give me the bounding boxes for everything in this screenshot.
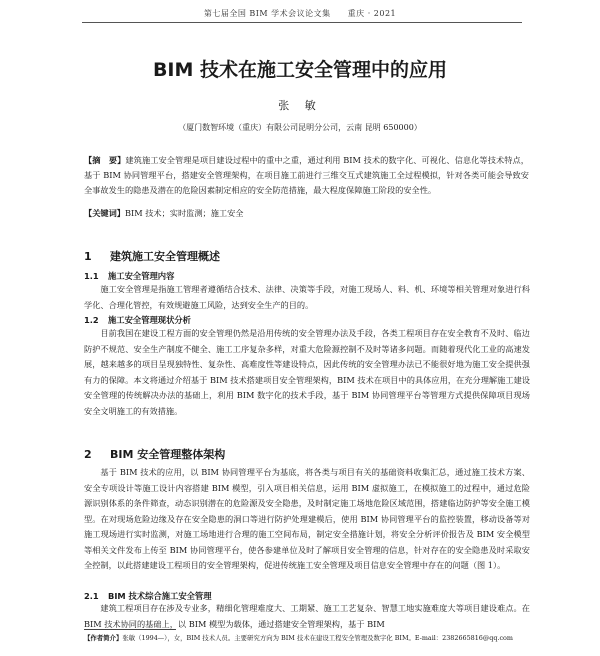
header-rule: [82, 22, 522, 23]
section-number: 2: [84, 448, 92, 461]
subsection-title: 施工安全管理内容: [108, 271, 175, 281]
section-heading: [84, 248, 220, 264]
keywords-label: 【关键词】: [84, 208, 125, 218]
body-paragraph: 目前我国在建设工程方面的安全管理仍然是沿用传统的安全管理办法及手段，各类工程项目存在安全教育不及时、临边防护不规范、安全生产制度不健全、施工工序复杂多样，对重大危险源控制不及时等诸多问题。而随着现代化工业的高速发展，越来越多的项目呈现独特性、复杂性、高难度性等建设特点，因此传统的安全管理办法已不能很好地为施工安全提供强有力的保障。本文将通过介绍基于 BIM 技术搭建项目安全管理架构，BIM 技术在项目中的具体应用，在充分理解施工建设安全管理的传统解决办法的基础上，利用 BIM 数字化的技术手段，基于 BIM 协同管理平台等管理方式提供保障项目现场安全文明施工的有效措施。: [84, 328, 530, 416]
author-footnote: [84, 633, 530, 642]
author-name: 张 敏: [278, 99, 322, 112]
section-title: 建筑施工安全管理概述: [110, 250, 220, 263]
abstract: [84, 153, 529, 198]
keywords-text: BIM 技术；实时监测；施工安全: [124, 208, 244, 218]
running-head: 第七届全国 BIM 学术会议论文集 重庆 · 2021: [203, 9, 397, 18]
abstract-text: 建筑施工安全管理是项目建设过程中的重中之重，通过利用 BIM 技术的数字化、可视化、信息化等技术特点，基于 BIM 协同管理平台，搭建安全管理架构，在项目施工前进行三维交互式建筑施工全过程模拟，针对各类可能会导致安全事故发生的隐患及潜在的危险因素制定相应的安全防范措施，最大程度保障施工阶段的安全性。: [84, 155, 529, 195]
subsection-number: 2.1: [84, 591, 99, 601]
subsection-heading: [84, 314, 191, 326]
section-title: BIM 安全管理整体架构: [110, 448, 226, 461]
footnote-text: 张敏（1994—），女，BIM 技术人员。主要研究方向为 BIM 技术在建设工程安全管理及数字化 BIM。E-mail：2382665816@qq.com: [122, 634, 513, 642]
body-paragraph: 基于 BIM 技术的应用，以 BIM 协同管理平台为基底，将各类与项目有关的基础资料收集汇总，通过施工技术方案、安全专项设计等施工设计内容搭建 BIM 模型，引入项目相关信息，运用 BIM 虚拟施工，在模拟施工的过程中，通过危险源识别体系的条件筛查，动态识别潜在的危险源及安全隐患，及时制定施工场地危险区域范围，搭建临边防护等安全施工模型。在对现场危险边缘及存在安全隐患的洞口等进行防护处理建模后，使用 BIM 协同管理平台的监控装置，移动设备等对施工现场进行实时监测，对施工场地进行合理的施工空间布局，制定安全措施计划，将安全分析评价报告及 BIM 安全模型等相关文件发布上传至 BIM 协同管理平台，使各参建单位及时了解项目安全管理的信息，针对存在的安全隐患及时采取安全控制，以此搭建建设工程项目的安全管理架构，促进传统施工安全管理及项目信息安全管理中存在的问题（图 1）。: [84, 467, 530, 570]
subsection-number: 1.2: [84, 315, 99, 325]
abstract-label: 【摘 要】: [84, 155, 126, 165]
footnote-label: 【作者简介】: [84, 634, 123, 642]
keywords: [84, 208, 524, 219]
subsection-title: 施工安全管理现状分析: [108, 315, 191, 325]
paper-title: BIM 技术在施工安全管理中的应用: [152, 59, 448, 81]
footnote-rule: [84, 629, 176, 630]
section-number: 1: [84, 250, 92, 263]
subsection-number: 1.1: [84, 271, 99, 281]
body-paragraph: 建筑工程项目存在涉及专业多，精细化管理难度大、工期紧、施工工艺复杂、智慧工地实施难度大等项目建设难点。在 BIM 技术协同的基础上，以 BIM 模型为载体，通过搭建安全管理架构，基于 BIM: [84, 603, 530, 629]
section-heading: [84, 446, 225, 462]
body-paragraph: 施工安全管理是指施工管理者遵循结合技术、法律、决策等手段，对施工现场人、料、机、环境等相关管理对象进行科学化、合理化管控，有效规避施工风险，达到安全生产的目的。: [84, 284, 530, 310]
subsection-heading: [84, 270, 174, 282]
subsection-title: BIM 技术综合施工安全管理: [108, 591, 212, 601]
author-affiliation: （厦门数智环境（重庆）有限公司昆明分公司，云南 昆明 650000）: [178, 123, 422, 132]
